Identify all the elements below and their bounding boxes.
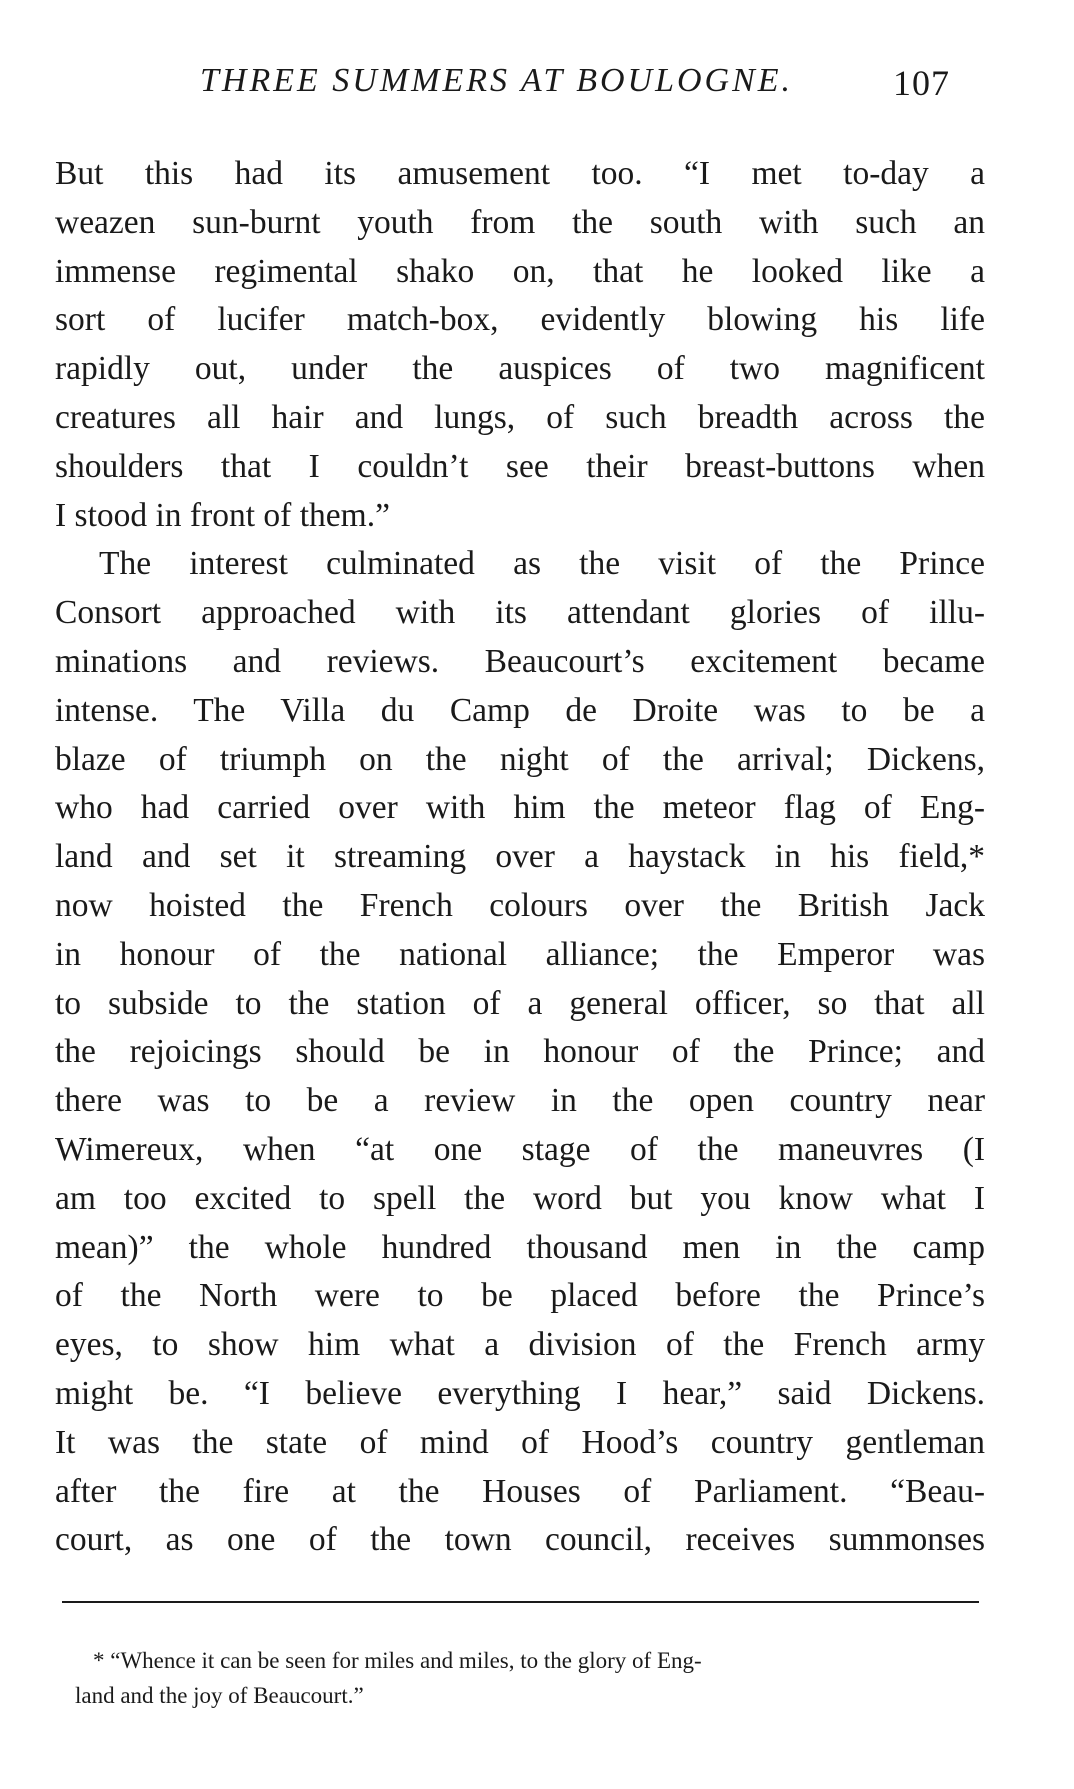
text-line: court, as one of the town council, receives summonses (55, 1521, 985, 1559)
text-line: minations and reviews. Beaucourt’s excitement became (55, 642, 985, 680)
text-line: immense regimental shako on, that he looked like a (55, 252, 985, 290)
text-line: creatures all hair and lungs, of such breadth across the (55, 398, 985, 436)
text-line: shoulders that I couldn’t see their breast-buttons when (55, 447, 985, 485)
text-line: after the fire at the Houses of Parliament. “Beau- (55, 1472, 985, 1510)
page-number: 107 (893, 63, 950, 103)
text-line: It was the state of mind of Hood’s country gentleman (55, 1423, 985, 1461)
text-line: rapidly out, under the auspices of two magnificent (55, 350, 985, 388)
text-line: Wimereux, when “at one stage of the maneuvres (I (55, 1130, 985, 1168)
text-line: eyes, to show him what a division of the French army (55, 1326, 985, 1364)
text-line: the rejoicings should be in honour of the Prince; and (55, 1033, 985, 1071)
text-line: in honour of the national alliance; the Emperor was (55, 935, 985, 973)
text-line: mean)” the whole hundred thousand men in the camp (55, 1228, 985, 1266)
text-line: The interest culminated as the visit of the Prince (99, 545, 985, 583)
running-head: THREE SUMMERS AT BOULOGNE. (200, 62, 794, 99)
footnote-line: land and the joy of Beaucourt.” (75, 1683, 364, 1708)
text-line: there was to be a review in the open country near (55, 1082, 985, 1120)
paragraph-1 (55, 150, 985, 540)
text-line: land and set it streaming over a haystack in his field,* (55, 838, 985, 876)
text-line: who had carried over with him the meteor flag of Eng- (55, 789, 985, 827)
footnote-line: * “Whence it can be seen for miles and miles, to the glory of Eng- (93, 1648, 702, 1673)
text-line: sort of lucifer match-box, evidently blowing his life (55, 301, 985, 339)
text-line: But this had its amusement too. “I met to-day a (55, 155, 985, 192)
paragraph-2 (55, 540, 985, 1565)
text-line: weazen sun-burnt youth from the south with such an (55, 203, 985, 241)
text-line: blaze of triumph on the night of the arrival; Dickens, (55, 740, 985, 778)
footnote-rule (62, 1601, 979, 1603)
body-text (55, 150, 985, 1565)
text-line: of the North were to be placed before the Prince’s (55, 1277, 985, 1315)
text-line: might be. “I believe everything I hear,” said Dickens. (55, 1374, 985, 1412)
text-line: I stood in front of them.” (55, 496, 390, 534)
text-line: intense. The Villa du Camp de Droite was to be a (55, 691, 985, 729)
footnote (75, 1643, 985, 1713)
text-line: to subside to the station of a general officer, so that all (55, 984, 985, 1022)
text-line: Consort approached with its attendant glories of illu- (55, 594, 985, 632)
text-line: am too excited to spell the word but you know what I (55, 1179, 985, 1217)
text-line: now hoisted the French colours over the British Jack (55, 886, 985, 924)
